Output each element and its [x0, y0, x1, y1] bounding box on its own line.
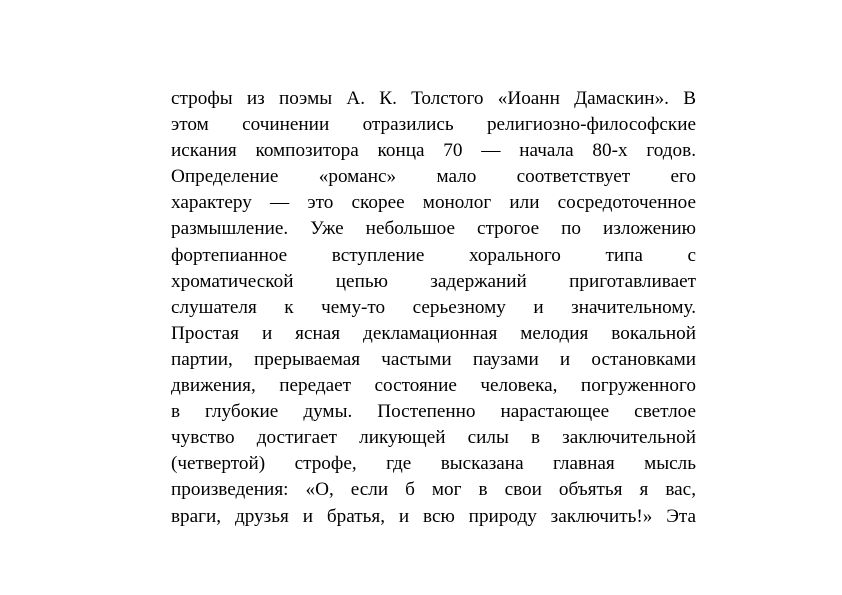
text-line: враги, друзья и братья, и всю природу заключить!» Эта [171, 505, 696, 527]
text-line: в глубокие думы. Постепенно нарастающее светлое [171, 401, 696, 423]
text-line: Простая и ясная декламационная мелодия вокальной [171, 322, 696, 344]
text-line: хроматической цепью задержаний приготавливает [171, 270, 696, 292]
text-line: размышление. Уже небольшое строгое по изложению [171, 218, 696, 240]
text-line: Определение «романс» мало соответствует его [171, 166, 696, 188]
text-line: слушателя к чему-то серьезному и значительному. [171, 296, 696, 318]
text-line: характеру — это скорее монолог или сосредоточенное [171, 192, 696, 214]
text-line: произведения: «О, если б мог в свои объятья я вас, [171, 479, 696, 501]
text-line: этом сочинении отразились религиозно-философские [171, 114, 696, 136]
text-line: (четвертой) строфе, где высказана главная мысль [171, 453, 696, 475]
text-line: искания композитора конца 70 — начала 80-х годов. [171, 140, 696, 162]
text-line: фортепианное вступление хорального типа с [171, 244, 696, 266]
text-line: движения, передает состояние человека, погруженного [171, 375, 696, 397]
text-line: партии, прерываемая частыми паузами и остановками [171, 348, 696, 370]
text-line: чувство достигает ликующей силы в заключительной [171, 427, 696, 449]
body-text [171, 86, 696, 530]
text-line: строфы из поэмы А. К. Толстого «Иоанн Дамаскин». В [171, 88, 696, 109]
